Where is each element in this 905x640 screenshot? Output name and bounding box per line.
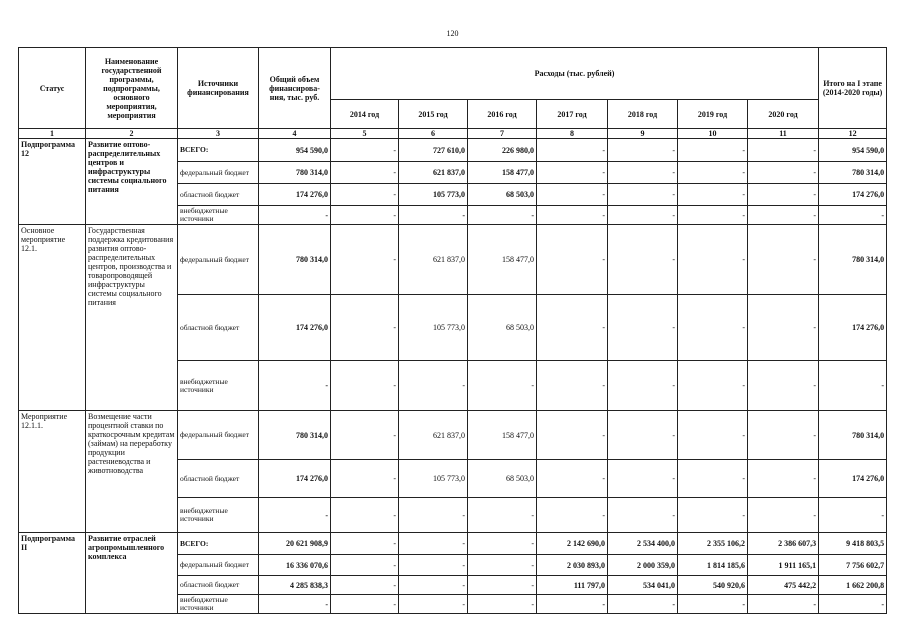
row-value: 2 000 359,0 — [608, 555, 678, 576]
column-number: 6 — [399, 129, 468, 139]
row-value: - — [748, 162, 819, 184]
row-value: - — [537, 595, 608, 614]
row-value: - — [468, 533, 537, 555]
row-value: - — [678, 498, 748, 533]
row-value: 621 837,0 — [399, 411, 468, 460]
row-value: - — [331, 162, 399, 184]
row-value: 68 503,0 — [468, 460, 537, 498]
header-name: Наименование государственной программы, подпрограммы, основного мероприятия, мероприятия — [86, 48, 178, 129]
row-value: 174 276,0 — [819, 184, 887, 206]
row-value: 20 621 908,9 — [259, 533, 331, 555]
header-year: 2014 год — [331, 100, 399, 129]
row-value: - — [259, 361, 331, 411]
column-number: 12 — [819, 129, 887, 139]
row-value: 68 503,0 — [468, 184, 537, 206]
page-number: 120 — [446, 29, 459, 38]
row-value: - — [748, 498, 819, 533]
row-value: - — [748, 139, 819, 162]
row-value: 621 837,0 — [399, 225, 468, 295]
row-value: - — [399, 533, 468, 555]
row-value: - — [537, 162, 608, 184]
row-value: 111 797,0 — [537, 576, 608, 595]
row-value: 780 314,0 — [259, 225, 331, 295]
row-value: - — [608, 498, 678, 533]
row-value: - — [537, 225, 608, 295]
row-value: 780 314,0 — [819, 411, 887, 460]
header-sources: Источники финансирования — [178, 48, 259, 129]
row-value: - — [819, 498, 887, 533]
row-value: 105 773,0 — [399, 460, 468, 498]
header-year: 2015 год — [399, 100, 468, 129]
row-value: 226 980,0 — [468, 139, 537, 162]
row-value: 534 041,0 — [608, 576, 678, 595]
row-value: - — [748, 460, 819, 498]
row-value: - — [608, 139, 678, 162]
row-value: 68 503,0 — [468, 295, 537, 361]
row-name: Возмещение части процентной ставки по краткосрочным кредитам (займам) на переработку продукции растениеводства и животноводства — [86, 411, 178, 533]
row-value: - — [608, 206, 678, 225]
row-value: - — [678, 411, 748, 460]
row-value: 2 355 106,2 — [678, 533, 748, 555]
row-value: - — [537, 460, 608, 498]
column-number: 10 — [678, 129, 748, 139]
row-value: - — [678, 184, 748, 206]
row-value: - — [678, 361, 748, 411]
row-value: - — [678, 225, 748, 295]
row-source: областной бюджет — [178, 184, 259, 206]
row-value: 621 837,0 — [399, 162, 468, 184]
row-value: 16 336 070,6 — [259, 555, 331, 576]
row-value: - — [537, 206, 608, 225]
column-number: 4 — [259, 129, 331, 139]
column-number: 11 — [748, 129, 819, 139]
budget-table — [18, 47, 887, 614]
row-value: - — [468, 206, 537, 225]
row-value: - — [331, 295, 399, 361]
column-number: 7 — [468, 129, 537, 139]
row-value: 475 442,2 — [748, 576, 819, 595]
row-value: - — [399, 576, 468, 595]
row-source: внебюджетные источники — [178, 361, 259, 411]
row-value: 158 477,0 — [468, 162, 537, 184]
row-value: 540 920,6 — [678, 576, 748, 595]
row-value: 780 314,0 — [259, 411, 331, 460]
row-source: федеральный бюджет — [178, 555, 259, 576]
row-source: федеральный бюджет — [178, 162, 259, 184]
row-value: - — [259, 498, 331, 533]
row-value: 4 285 838,3 — [259, 576, 331, 595]
row-value: 780 314,0 — [819, 225, 887, 295]
row-value: 1 911 165,1 — [748, 555, 819, 576]
row-value: 1 814 185,6 — [678, 555, 748, 576]
row-value: 174 276,0 — [819, 295, 887, 361]
row-value: - — [537, 295, 608, 361]
row-value: - — [468, 595, 537, 614]
row-value: - — [678, 139, 748, 162]
row-value: - — [331, 411, 399, 460]
row-value: 174 276,0 — [259, 295, 331, 361]
row-value: - — [537, 498, 608, 533]
row-source: ВСЕГО: — [178, 533, 259, 555]
row-value: 174 276,0 — [259, 460, 331, 498]
row-name: Государственная поддержка кредитования развития оптово-распределительных центров, производства и товаропроводящей инфраструктуры системы социального питания — [86, 225, 178, 411]
row-value: 2 534 400,0 — [608, 533, 678, 555]
column-number: 9 — [608, 129, 678, 139]
row-value: - — [819, 361, 887, 411]
row-value: - — [748, 295, 819, 361]
row-value: 105 773,0 — [399, 184, 468, 206]
row-value: - — [537, 411, 608, 460]
row-value: 2 386 607,3 — [748, 533, 819, 555]
header-year: 2020 год — [748, 100, 819, 129]
column-number: 8 — [537, 129, 608, 139]
row-source: внебюджетные источники — [178, 206, 259, 225]
row-value: - — [537, 139, 608, 162]
row-value: 954 590,0 — [259, 139, 331, 162]
row-value: 158 477,0 — [468, 411, 537, 460]
row-value: - — [399, 595, 468, 614]
header-year: 2019 год — [678, 100, 748, 129]
row-value: - — [331, 595, 399, 614]
row-value: 2 030 893,0 — [537, 555, 608, 576]
row-value: - — [331, 225, 399, 295]
row-source: областной бюджет — [178, 295, 259, 361]
row-value: 105 773,0 — [399, 295, 468, 361]
header-stage-total: Итого на I этапе (2014-2020 годы) — [819, 48, 887, 129]
row-value: - — [331, 533, 399, 555]
row-value: - — [748, 225, 819, 295]
row-value: - — [608, 411, 678, 460]
row-status: Подпрограмма 12 — [19, 139, 86, 225]
row-source: федеральный бюджет — [178, 225, 259, 295]
row-value: 780 314,0 — [819, 162, 887, 184]
row-value: - — [259, 206, 331, 225]
header-status: Статус — [19, 48, 86, 129]
column-number: 3 — [178, 129, 259, 139]
row-value: - — [748, 361, 819, 411]
row-source: ВСЕГО: — [178, 139, 259, 162]
row-value: - — [331, 206, 399, 225]
row-value: 780 314,0 — [259, 162, 331, 184]
row-source: внебюджетные источники — [178, 498, 259, 533]
row-value: - — [331, 498, 399, 533]
row-status: Подпрограмма II — [19, 533, 86, 614]
row-value: - — [468, 498, 537, 533]
column-number: 2 — [86, 129, 178, 139]
row-value: - — [331, 184, 399, 206]
row-status: Основное мероприятие 12.1. — [19, 225, 86, 411]
header-expenses: Расходы (тыс. рублей) — [331, 48, 819, 100]
row-value: - — [468, 576, 537, 595]
row-value: - — [678, 162, 748, 184]
row-value: 7 756 602,7 — [819, 555, 887, 576]
column-number: 5 — [331, 129, 399, 139]
row-value: - — [399, 555, 468, 576]
row-value: - — [331, 555, 399, 576]
row-value: - — [259, 595, 331, 614]
row-value: - — [608, 184, 678, 206]
row-value: 1 662 200,8 — [819, 576, 887, 595]
row-value: - — [819, 595, 887, 614]
table-row — [19, 533, 887, 555]
row-source: областной бюджет — [178, 576, 259, 595]
row-value: 174 276,0 — [259, 184, 331, 206]
row-value: - — [608, 225, 678, 295]
column-number: 1 — [19, 129, 86, 139]
row-value: 2 142 690,0 — [537, 533, 608, 555]
row-value: - — [678, 460, 748, 498]
row-status: Мероприятие 12.1.1. — [19, 411, 86, 533]
header-year: 2018 год — [608, 100, 678, 129]
table-row — [19, 411, 887, 460]
row-value: 158 477,0 — [468, 225, 537, 295]
row-value: - — [748, 206, 819, 225]
row-value: - — [678, 206, 748, 225]
header-year: 2017 год — [537, 100, 608, 129]
row-value: - — [399, 361, 468, 411]
row-name: Развитие отраслей агропромышленного комплекса — [86, 533, 178, 614]
row-value: - — [678, 595, 748, 614]
table-row — [19, 139, 887, 162]
row-value: - — [331, 361, 399, 411]
row-value: - — [331, 576, 399, 595]
header-total-volume: Общий объем финансирова- ния, тыс. руб. — [259, 48, 331, 129]
row-value: - — [748, 411, 819, 460]
row-value: - — [537, 184, 608, 206]
row-value: - — [819, 206, 887, 225]
row-value: - — [537, 361, 608, 411]
row-value: - — [608, 460, 678, 498]
row-value: - — [608, 595, 678, 614]
row-value: - — [608, 162, 678, 184]
row-value: - — [331, 139, 399, 162]
row-source: внебюджетные источники — [178, 595, 259, 614]
row-source: федеральный бюджет — [178, 411, 259, 460]
row-value: - — [468, 361, 537, 411]
row-value: - — [468, 555, 537, 576]
table-row — [19, 225, 887, 295]
row-value: - — [399, 498, 468, 533]
row-value: 9 418 803,5 — [819, 533, 887, 555]
row-value: - — [748, 595, 819, 614]
row-value: 727 610,0 — [399, 139, 468, 162]
row-source: областной бюджет — [178, 460, 259, 498]
row-value: - — [608, 361, 678, 411]
header-year: 2016 год — [468, 100, 537, 129]
row-value: 954 590,0 — [819, 139, 887, 162]
row-value: - — [748, 184, 819, 206]
row-value: - — [608, 295, 678, 361]
row-name: Развитие оптово-распределительных центров и инфраструктуры системы социального питания — [86, 139, 178, 225]
row-value: 174 276,0 — [819, 460, 887, 498]
row-value: - — [399, 206, 468, 225]
row-value: - — [678, 295, 748, 361]
row-value: - — [331, 460, 399, 498]
